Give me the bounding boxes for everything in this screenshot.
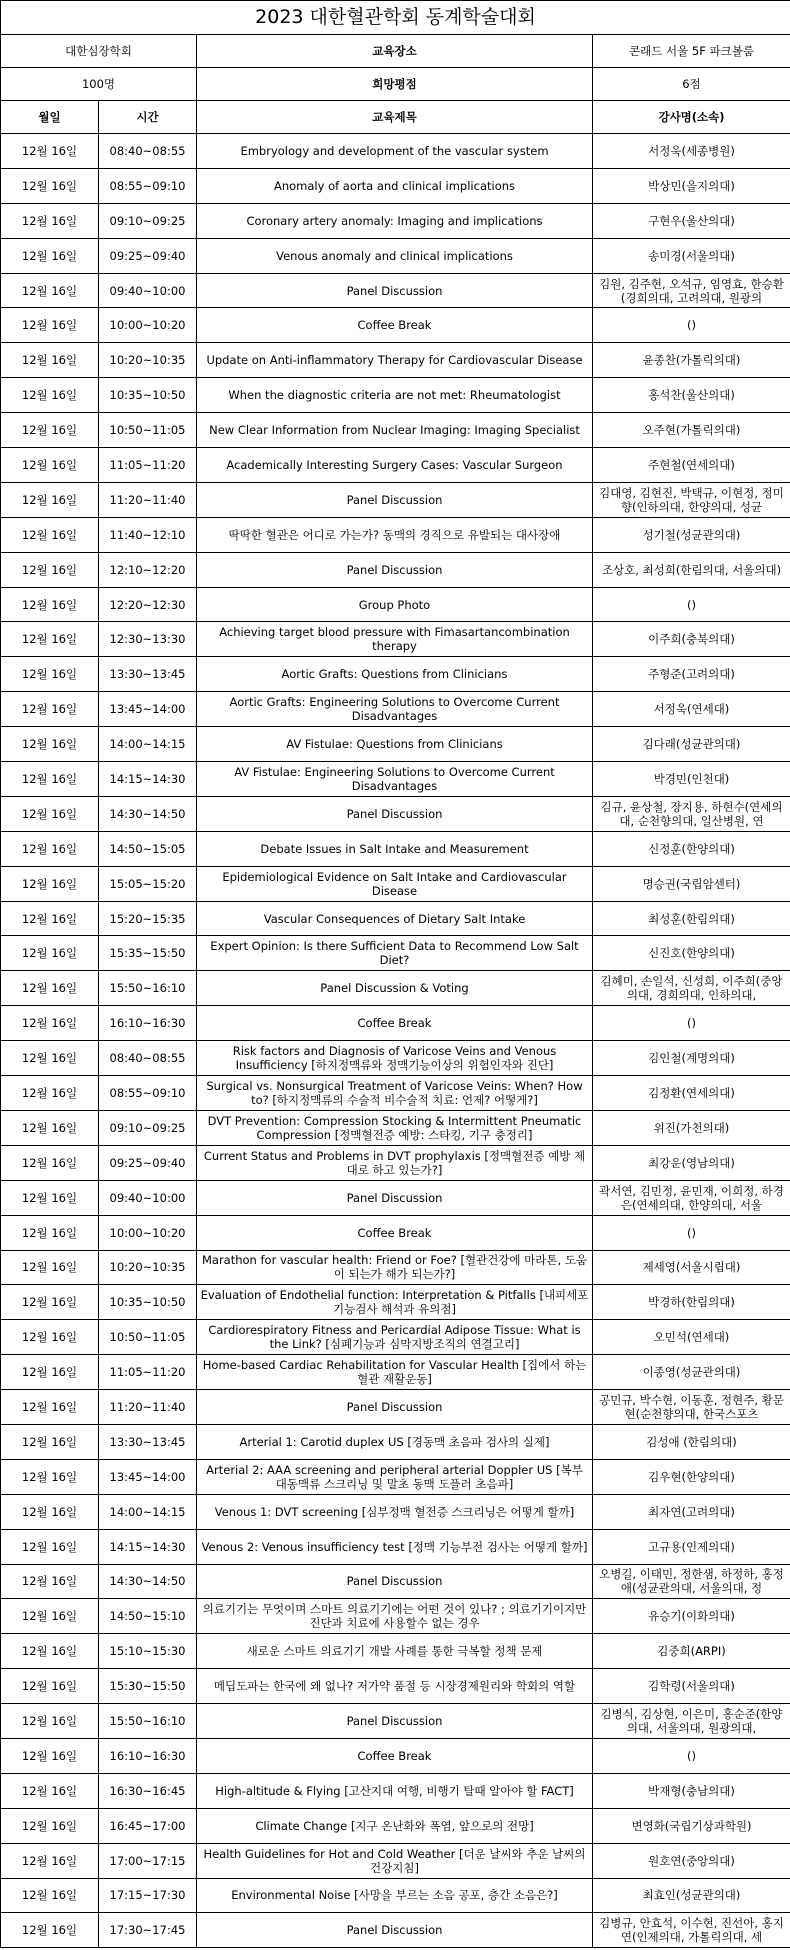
info-row-venue xyxy=(1,35,790,68)
venue-label: 교육장소 xyxy=(197,35,593,68)
cell-time: 12:20~12:30 xyxy=(99,587,197,622)
cell-time: 08:40~08:55 xyxy=(99,134,197,169)
score: 6점 xyxy=(593,68,790,101)
cell-speaker: 성기철(성균관의대) xyxy=(593,517,790,552)
cell-time: 14:15~14:30 xyxy=(99,762,197,797)
cell-speaker: 김규, 윤상철, 장지용, 하현수(연세의대, 순천향의대, 일산병원, 연 xyxy=(593,796,790,831)
cell-time: 09:40~10:00 xyxy=(99,1180,197,1215)
cell-title: Update on Anti-inflammatory Therapy for Cardiovascular Disease xyxy=(197,343,593,378)
cell-date: 12월 16일 xyxy=(1,203,99,238)
cell-time: 17:30~17:45 xyxy=(99,1913,197,1948)
cell-title: Academically Interesting Surgery Cases: Vascular Surgeon xyxy=(197,448,593,483)
cell-date: 12월 16일 xyxy=(1,134,99,169)
table-row xyxy=(1,1390,790,1425)
cell-speaker: 김학령(서울의대) xyxy=(593,1669,790,1704)
cell-time: 09:25~09:40 xyxy=(99,1145,197,1180)
cell-date: 12월 16일 xyxy=(1,1320,99,1355)
cell-speaker: 김혜미, 손일석, 신성희, 이주희(중앙의대, 경희의대, 인하의대, xyxy=(593,971,790,1006)
cell-title: Current Status and Problems in DVT prophylaxis [정맥혈전증 예방 제대로 하고 있는가?] xyxy=(197,1145,593,1180)
table-row xyxy=(1,796,790,831)
table-row xyxy=(1,657,790,692)
cell-time: 15:05~15:20 xyxy=(99,866,197,901)
table-row xyxy=(1,343,790,378)
cell-time: 08:40~08:55 xyxy=(99,1041,197,1076)
cell-speaker: 송미경(서울의대) xyxy=(593,238,790,273)
table-row xyxy=(1,1006,790,1041)
cell-speaker: 김원, 김주현, 오석규, 임영효, 한승환(경희의대, 고려의대, 원광의 xyxy=(593,273,790,308)
cell-title: Coffee Break xyxy=(197,1215,593,1250)
table-row xyxy=(1,1494,790,1529)
cell-speaker: 이종영(성균관의대) xyxy=(593,1355,790,1390)
cell-speaker: 박경하(한림의대) xyxy=(593,1285,790,1320)
cell-speaker: 조상호, 최성희(한림의대, 서울의대) xyxy=(593,552,790,587)
cell-time: 10:20~10:35 xyxy=(99,1250,197,1285)
cell-speaker: 최성훈(한림의대) xyxy=(593,901,790,936)
cell-title: Debate Issues in Salt Intake and Measurement xyxy=(197,831,593,866)
cell-date: 12월 16일 xyxy=(1,692,99,727)
cell-speaker: 윤종찬(가톨릭의대) xyxy=(593,343,790,378)
cell-title: Venous 1: DVT screening [심부정맥 혈전증 스크리닝은 어떻게 할까] xyxy=(197,1494,593,1529)
cell-title: Marathon for vascular health: Friend or Foe? [혈관건강에 마라톤, 도움이 되는가 해가 되는가?] xyxy=(197,1250,593,1285)
cell-speaker: 신진호(한양의대) xyxy=(593,936,790,971)
cell-speaker: 오주현(가톨릭의대) xyxy=(593,413,790,448)
cell-time: 10:35~10:50 xyxy=(99,378,197,413)
cell-time: 10:00~10:20 xyxy=(99,1215,197,1250)
cell-date: 12월 16일 xyxy=(1,1878,99,1913)
cell-date: 12월 16일 xyxy=(1,762,99,797)
cell-date: 12월 16일 xyxy=(1,308,99,343)
cell-date: 12월 16일 xyxy=(1,1704,99,1739)
cell-speaker: 주형준(고려의대) xyxy=(593,657,790,692)
cell-speaker: 원호연(중앙의대) xyxy=(593,1843,790,1878)
cell-time: 17:00~17:15 xyxy=(99,1843,197,1878)
table-row xyxy=(1,1878,790,1913)
cell-title: When the diagnostic criteria are not met: Rheumatologist xyxy=(197,378,593,413)
table-row xyxy=(1,1355,790,1390)
cell-title: Coffee Break xyxy=(197,308,593,343)
cell-time: 14:00~14:15 xyxy=(99,1494,197,1529)
cell-time: 11:05~11:20 xyxy=(99,448,197,483)
cell-time: 09:10~09:25 xyxy=(99,203,197,238)
cell-date: 12월 16일 xyxy=(1,866,99,901)
cell-speaker: 최강운(영남의대) xyxy=(593,1145,790,1180)
cell-speaker: 김우현(한양의대) xyxy=(593,1459,790,1494)
cell-speaker: 이주희(충북의대) xyxy=(593,622,790,657)
cell-title: Arterial 1: Carotid duplex US [경동맥 초음파 검사의 실제] xyxy=(197,1424,593,1459)
cell-time: 11:05~11:20 xyxy=(99,1355,197,1390)
cell-speaker: 김인철(계명의대) xyxy=(593,1041,790,1076)
table-row xyxy=(1,448,790,483)
table-row xyxy=(1,273,790,308)
table-row xyxy=(1,203,790,238)
cell-date: 12월 16일 xyxy=(1,1773,99,1808)
cell-title: AV Fistulae: Questions from Clinicians xyxy=(197,727,593,762)
cell-speaker: 오병길, 이태민, 정한샘, 하정하, 홍정애(성균관의대, 서울의대, 정 xyxy=(593,1564,790,1599)
cell-title: Home-based Cardiac Rehabilitation for Vascular Health [집에서 하는 혈관 재활운동] xyxy=(197,1355,593,1390)
cell-speaker: 유승기(이화의대) xyxy=(593,1599,790,1634)
cell-speaker: 서정욱(세종병원) xyxy=(593,134,790,169)
cell-date: 12월 16일 xyxy=(1,727,99,762)
cell-date: 12월 16일 xyxy=(1,1355,99,1390)
header-date: 월일 xyxy=(1,101,99,134)
cell-speaker: 곽서연, 김민정, 윤민재, 이희정, 하경은(연세의대, 한양의대, 서울 xyxy=(593,1180,790,1215)
cell-title: Panel Discussion xyxy=(197,1180,593,1215)
cell-title: Panel Discussion xyxy=(197,1913,593,1948)
table-row xyxy=(1,482,790,517)
table-row xyxy=(1,1424,790,1459)
cell-title: Panel Discussion xyxy=(197,273,593,308)
cell-date: 12월 16일 xyxy=(1,448,99,483)
table-row xyxy=(1,727,790,762)
cell-time: 14:50~15:05 xyxy=(99,831,197,866)
cell-title: New Clear Information from Nuclear Imaging: Imaging Specialist xyxy=(197,413,593,448)
cell-time: 11:20~11:40 xyxy=(99,482,197,517)
table-row xyxy=(1,238,790,273)
cell-date: 12월 16일 xyxy=(1,1390,99,1425)
table-row xyxy=(1,622,790,657)
cell-speaker: 공민규, 박수현, 이동훈, 정현주, 황문현(순천향의대, 한국스포츠 xyxy=(593,1390,790,1425)
cell-title: Panel Discussion xyxy=(197,796,593,831)
cell-title: Surgical vs. Nonsurgical Treatment of Varicose Veins: When? How to? [하지정맥류의 수술적 비수술적 치료: 언제? 어떻게?] xyxy=(197,1076,593,1111)
header-title: 교육제목 xyxy=(197,101,593,134)
table-row xyxy=(1,936,790,971)
cell-time: 13:45~14:00 xyxy=(99,692,197,727)
cell-time: 12:30~13:30 xyxy=(99,622,197,657)
cell-date: 12월 16일 xyxy=(1,517,99,552)
cell-speaker: 김대영, 김현진, 박택규, 이현정, 정미향(인하의대, 한양의대, 성균 xyxy=(593,482,790,517)
table-row xyxy=(1,1076,790,1111)
table-row xyxy=(1,308,790,343)
cell-time: 15:35~15:50 xyxy=(99,936,197,971)
cell-time: 17:15~17:30 xyxy=(99,1878,197,1913)
cell-time: 12:10~12:20 xyxy=(99,552,197,587)
cell-time: 14:30~14:50 xyxy=(99,796,197,831)
table-row xyxy=(1,168,790,203)
cell-date: 12월 16일 xyxy=(1,413,99,448)
table-row xyxy=(1,1250,790,1285)
cell-speaker: 구현우(울산의대) xyxy=(593,203,790,238)
cell-title: Environmental Noise [사망을 부르는 소음 공포, 층간 소음은?] xyxy=(197,1878,593,1913)
table-row xyxy=(1,971,790,1006)
cell-date: 12월 16일 xyxy=(1,1041,99,1076)
cell-title: Cardiorespiratory Fitness and Pericardial Adipose Tissue: What is the Link? [심폐기능과 심막지방조직의 연결고리] xyxy=(197,1320,593,1355)
cell-time: 14:00~14:15 xyxy=(99,727,197,762)
cell-date: 12월 16일 xyxy=(1,831,99,866)
table-row xyxy=(1,1320,790,1355)
cell-time: 15:10~15:30 xyxy=(99,1634,197,1669)
cell-date: 12월 16일 xyxy=(1,936,99,971)
cell-date: 12월 16일 xyxy=(1,1599,99,1634)
table-row xyxy=(1,762,790,797)
table-header xyxy=(1,101,790,134)
table-row xyxy=(1,552,790,587)
table-row xyxy=(1,587,790,622)
cell-title: Aortic Grafts: Questions from Clinicians xyxy=(197,657,593,692)
cell-date: 12월 16일 xyxy=(1,1494,99,1529)
cell-time: 16:45~17:00 xyxy=(99,1808,197,1843)
cell-time: 15:30~15:50 xyxy=(99,1669,197,1704)
cell-date: 12월 16일 xyxy=(1,1180,99,1215)
table-row xyxy=(1,1110,790,1145)
cell-date: 12월 16일 xyxy=(1,1808,99,1843)
table-row xyxy=(1,1180,790,1215)
table-row xyxy=(1,1599,790,1634)
table-row xyxy=(1,1145,790,1180)
table-row xyxy=(1,1215,790,1250)
cell-speaker: () xyxy=(593,1215,790,1250)
cell-time: 15:50~16:10 xyxy=(99,971,197,1006)
cell-time: 11:40~12:10 xyxy=(99,517,197,552)
cell-date: 12월 16일 xyxy=(1,796,99,831)
cell-date: 12월 16일 xyxy=(1,273,99,308)
cell-title: Panel Discussion xyxy=(197,1564,593,1599)
cell-time: 08:55~09:10 xyxy=(99,1076,197,1111)
cell-title: Arterial 2: AAA screening and peripheral arterial Doppler US [복부 대동맥류 스크리닝 및 말초 동맥 도플러 초음파] xyxy=(197,1459,593,1494)
cell-date: 12월 16일 xyxy=(1,971,99,1006)
cell-title: AV Fistulae: Engineering Solutions to Overcome Current Disadvantages xyxy=(197,762,593,797)
cell-title: Achieving target blood pressure with Fimasartancombination therapy xyxy=(197,622,593,657)
table-row xyxy=(1,1669,790,1704)
cell-date: 12월 16일 xyxy=(1,1738,99,1773)
cell-time: 09:25~09:40 xyxy=(99,238,197,273)
cell-time: 13:30~13:45 xyxy=(99,657,197,692)
cell-speaker: 신정훈(한양의대) xyxy=(593,831,790,866)
cell-time: 13:30~13:45 xyxy=(99,1424,197,1459)
cell-title: Coronary artery anomaly: Imaging and implications xyxy=(197,203,593,238)
cell-title: Panel Discussion xyxy=(197,482,593,517)
cell-time: 10:00~10:20 xyxy=(99,308,197,343)
cell-speaker: 김중희(ARPI) xyxy=(593,1634,790,1669)
table-row xyxy=(1,1773,790,1808)
cell-date: 12월 16일 xyxy=(1,1424,99,1459)
organizer: 대한심장학회 xyxy=(1,35,197,68)
table-row xyxy=(1,1529,790,1564)
table-row xyxy=(1,134,790,169)
cell-title: Venous 2: Venous insufficiency test [정맥 기능부전 검사는 어떻게 할까] xyxy=(197,1529,593,1564)
cell-speaker: 제세영(서울시립대) xyxy=(593,1250,790,1285)
cell-title: Group Photo xyxy=(197,587,593,622)
cell-title: Health Guidelines for Hot and Cold Weather [더운 날씨와 추운 날씨의 건강지침] xyxy=(197,1843,593,1878)
table-row xyxy=(1,1634,790,1669)
cell-title: 메딥도파는 한국에 왜 없나? 저가약 품절 등 시장경제원리와 학회의 역할 xyxy=(197,1669,593,1704)
venue: 콘래드 서울 5F 파크볼룸 xyxy=(593,35,790,68)
cell-date: 12월 16일 xyxy=(1,1006,99,1041)
table-row xyxy=(1,1285,790,1320)
document-title: 2023 대한혈관학회 동계학술대회 xyxy=(1,1,790,35)
cell-speaker: 명승권(국립암센터) xyxy=(593,866,790,901)
cell-date: 12월 16일 xyxy=(1,657,99,692)
cell-date: 12월 16일 xyxy=(1,1076,99,1111)
cell-title: Expert Opinion: Is there Sufficient Data to Recommend Low Salt Diet? xyxy=(197,936,593,971)
cell-time: 15:20~15:35 xyxy=(99,901,197,936)
cell-time: 09:40~10:00 xyxy=(99,273,197,308)
cell-speaker: 변영화(국립기상과학원) xyxy=(593,1808,790,1843)
cell-title: Risk factors and Diagnosis of Varicose Veins and Venous Insufficiency [하지정맥류와 정맥기능이상의 위험인자와 진단] xyxy=(197,1041,593,1076)
cell-speaker: () xyxy=(593,587,790,622)
table-row xyxy=(1,378,790,413)
cell-speaker: 주현철(연세의대) xyxy=(593,448,790,483)
score-label: 희망평점 xyxy=(197,68,593,101)
info-row-score xyxy=(1,68,790,101)
cell-title: Vascular Consequences of Dietary Salt Intake xyxy=(197,901,593,936)
table-row xyxy=(1,1041,790,1076)
cell-date: 12월 16일 xyxy=(1,238,99,273)
cell-date: 12월 16일 xyxy=(1,482,99,517)
cell-title: Panel Discussion xyxy=(197,1704,593,1739)
cell-time: 16:30~16:45 xyxy=(99,1773,197,1808)
cell-time: 16:10~16:30 xyxy=(99,1006,197,1041)
schedule-rows xyxy=(1,134,790,1948)
cell-title: DVT Prevention: Compression Stocking & Intermittent Pneumatic Compression [정맥혈전증 예방: 스타킹, 기구 충정리] xyxy=(197,1110,593,1145)
table-row xyxy=(1,517,790,552)
table-row xyxy=(1,413,790,448)
cell-speaker: 박상민(을지의대) xyxy=(593,168,790,203)
cell-date: 12월 16일 xyxy=(1,1529,99,1564)
table-row xyxy=(1,901,790,936)
cell-title: High-altitude & Flying [고산지대 여행, 비행기 탈때 알아야 할 FACT] xyxy=(197,1773,593,1808)
cell-speaker: 김병식, 김상현, 이은미, 홍순준(한양의대, 서울의대, 원광의대, xyxy=(593,1704,790,1739)
cell-time: 10:50~11:05 xyxy=(99,1320,197,1355)
cell-time: 14:50~15:10 xyxy=(99,1599,197,1634)
cell-title: Coffee Break xyxy=(197,1006,593,1041)
cell-title: 의료기기는 무엇이며 스마트 의료기기에는 어떤 것이 있나? ; 의료기기이지만 진단과 치료에 사용할수 없는 경우 xyxy=(197,1599,593,1634)
cell-date: 12월 16일 xyxy=(1,168,99,203)
table-row xyxy=(1,866,790,901)
cell-date: 12월 16일 xyxy=(1,378,99,413)
cell-speaker: 오민석(연세대) xyxy=(593,1320,790,1355)
cell-title: Climate Change [지구 온난화와 폭염, 앞으로의 전망] xyxy=(197,1808,593,1843)
cell-date: 12월 16일 xyxy=(1,1459,99,1494)
cell-time: 10:50~11:05 xyxy=(99,413,197,448)
cell-speaker: 김정환(연세의대) xyxy=(593,1076,790,1111)
cell-title: 새로운 스마트 의료기기 개발 사례를 통한 극복할 정책 문제 xyxy=(197,1634,593,1669)
cell-time: 10:35~10:50 xyxy=(99,1285,197,1320)
header-time: 시간 xyxy=(99,101,197,134)
cell-date: 12월 16일 xyxy=(1,1250,99,1285)
cell-date: 12월 16일 xyxy=(1,622,99,657)
cell-time: 11:20~11:40 xyxy=(99,1390,197,1425)
table-row xyxy=(1,1913,790,1948)
cell-speaker: () xyxy=(593,308,790,343)
cell-time: 15:50~16:10 xyxy=(99,1704,197,1739)
cell-title: Venous anomaly and clinical implications xyxy=(197,238,593,273)
cell-title: 딱딱한 혈관은 어디로 가는가? 동맥의 경직으로 유발되는 대사장애 xyxy=(197,517,593,552)
cell-time: 08:55~09:10 xyxy=(99,168,197,203)
cell-speaker: () xyxy=(593,1006,790,1041)
table-row xyxy=(1,692,790,727)
cell-speaker: 박경민(인천대) xyxy=(593,762,790,797)
cell-title: Panel Discussion & Voting xyxy=(197,971,593,1006)
cell-speaker: 서정욱(연세대) xyxy=(593,692,790,727)
cell-title: Aortic Grafts: Engineering Solutions to Overcome Current Disadvantages xyxy=(197,692,593,727)
cell-speaker: 위진(가천의대) xyxy=(593,1110,790,1145)
cell-time: 10:20~10:35 xyxy=(99,343,197,378)
cell-date: 12월 16일 xyxy=(1,587,99,622)
cell-speaker: () xyxy=(593,1738,790,1773)
cell-date: 12월 16일 xyxy=(1,343,99,378)
cell-speaker: 고규용(인제의대) xyxy=(593,1529,790,1564)
cell-date: 12월 16일 xyxy=(1,1843,99,1878)
cell-date: 12월 16일 xyxy=(1,1110,99,1145)
cell-date: 12월 16일 xyxy=(1,1913,99,1948)
cell-time: 14:30~14:50 xyxy=(99,1564,197,1599)
table-row xyxy=(1,1808,790,1843)
table-row xyxy=(1,1564,790,1599)
table-row xyxy=(1,1738,790,1773)
cell-title: Embryology and development of the vascular system xyxy=(197,134,593,169)
cell-time: 13:45~14:00 xyxy=(99,1459,197,1494)
table-row xyxy=(1,831,790,866)
cell-date: 12월 16일 xyxy=(1,1669,99,1704)
cell-title: Coffee Break xyxy=(197,1738,593,1773)
cell-time: 09:10~09:25 xyxy=(99,1110,197,1145)
cell-title: Epidemiological Evidence on Salt Intake and Cardiovascular Disease xyxy=(197,866,593,901)
table-row xyxy=(1,1459,790,1494)
cell-title: Evaluation of Endothelial function: Interpretation & Pitfalls [내피세포기능검사 해석과 유의점] xyxy=(197,1285,593,1320)
cell-time: 16:10~16:30 xyxy=(99,1738,197,1773)
cell-speaker: 최효인(성균관의대) xyxy=(593,1878,790,1913)
cell-speaker: 김다래(성균관의대) xyxy=(593,727,790,762)
table-row xyxy=(1,1704,790,1739)
cell-speaker: 김성애 (한림의대) xyxy=(593,1424,790,1459)
cell-date: 12월 16일 xyxy=(1,1285,99,1320)
capacity: 100명 xyxy=(1,68,197,101)
cell-time: 14:15~14:30 xyxy=(99,1529,197,1564)
cell-title: Panel Discussion xyxy=(197,1390,593,1425)
cell-date: 12월 16일 xyxy=(1,1145,99,1180)
table-row xyxy=(1,1843,790,1878)
cell-title: Panel Discussion xyxy=(197,552,593,587)
cell-speaker: 박재형(충남의대) xyxy=(593,1773,790,1808)
cell-speaker: 홍석찬(울산의대) xyxy=(593,378,790,413)
cell-speaker: 최자연(고려의대) xyxy=(593,1494,790,1529)
cell-speaker: 김병규, 안효석, 이수현, 진선아, 홍지연(인제의대, 가톨릭의대, 세 xyxy=(593,1913,790,1948)
header-speaker: 강사명(소속) xyxy=(593,101,790,134)
cell-date: 12월 16일 xyxy=(1,552,99,587)
cell-date: 12월 16일 xyxy=(1,1564,99,1599)
cell-date: 12월 16일 xyxy=(1,1634,99,1669)
cell-title: Anomaly of aorta and clinical implications xyxy=(197,168,593,203)
cell-date: 12월 16일 xyxy=(1,901,99,936)
cell-date: 12월 16일 xyxy=(1,1215,99,1250)
